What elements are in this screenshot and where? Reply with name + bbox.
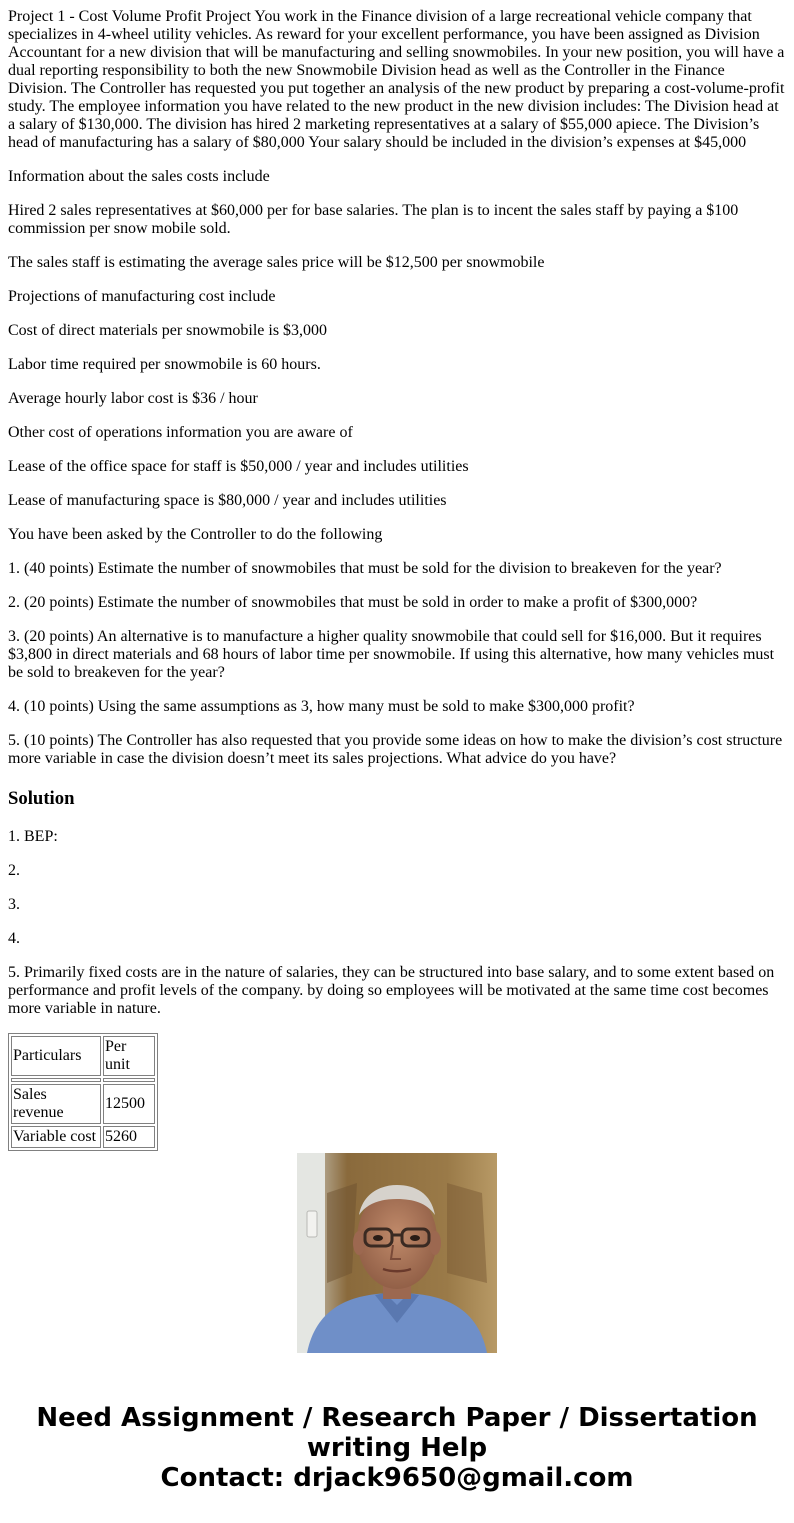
question-intro: Project 1 - Cost Volume Profit Project You work in the Finance division of a large recreational vehicle company that specializes in 4-wheel utility vehicles. As reward for your excellent performance, you have been assigned as Division Accountant for a new division that will be manufacturing and selling snowmobiles. In your new position, you will have a dual reporting responsibility to both the new Snowmobile Division head as well as the Controller in the Finance Division. The Controller has requested you put together an analysis of the new product by preparing a cost-volume-profit study. The employee information you have related to the new product in the new division includes: The Division head at a salary of $130,000. The division has hired 2 marketing representatives at a salary of $55,000 apiece. The Division’s head of manufacturing has a salary of $80,000 Your salary should be included in the division’s expenses at $45,000 (8, 8, 785, 151)
question-paragraph: Average hourly labor cost is $36 / hour (8, 390, 258, 407)
question-item-5: 5. (10 points) The Controller has also requested that you provide some ideas on how to make the division’s cost structure more variable in case the division doesn’t meet its sales projections. What advice do you have? (8, 732, 783, 767)
author-portrait-image (297, 1153, 497, 1353)
table-cell: Sales revenue (11, 1084, 101, 1124)
question-paragraph: You have been asked by the Controller to do the following (8, 526, 383, 543)
question-paragraph: Cost of direct materials per snowmobile is $3,000 (8, 322, 328, 339)
table-cell: 5260 (103, 1126, 155, 1148)
banner-line-1: Need Assignment / Research Paper / Dissertation (36, 1403, 758, 1433)
question-paragraph: The sales staff is estimating the average sales price will be $12,500 per snowmobile (8, 254, 545, 271)
table-cell: 12500 (103, 1084, 155, 1124)
solution-table (8, 1033, 158, 1151)
question-paragraph: Labor time required per snowmobile is 60 hours. (8, 356, 321, 373)
author-avatar (297, 1153, 497, 1353)
question-paragraph: Lease of manufacturing space is $80,000 / year and includes utilities (8, 492, 447, 509)
banner-contact-line: Contact: drjack9650@gmail.com (160, 1463, 634, 1493)
table-empty-cell (103, 1078, 155, 1082)
answer-5: 5. Primarily fixed costs are in the nature of salaries, they can be structured into base salary, and to some extent based on performance and profit levels of the company. by doing so employees will be motivated at the same time cost becomes more variable in nature. (8, 964, 775, 1017)
table-row (11, 1084, 155, 1124)
table-header-cell: Particulars (11, 1036, 101, 1076)
table-spacer-row (11, 1078, 155, 1082)
document-content (8, 8, 786, 1145)
question-item-4: 4. (10 points) Using the same assumptions as 3, how many must be sold to make $300,000 profit? (8, 698, 635, 715)
answer-4: 4. (8, 930, 20, 947)
table-cell: Variable cost (11, 1126, 101, 1148)
answer-3: 3. (8, 896, 20, 913)
question-paragraph: Other cost of operations information you are aware of (8, 424, 353, 441)
question-paragraph: Hired 2 sales representatives at $60,000 per for base salaries. The plan is to incent the sales staff by paying a $100 commission per snow mobile sold. (8, 202, 739, 237)
question-item-1: 1. (40 points) Estimate the number of snowmobiles that must be sold for the division to breakeven for the year? (8, 560, 722, 577)
table-header-cell: Per unit (103, 1036, 155, 1076)
table-empty-cell (11, 1078, 101, 1082)
question-item-2: 2. (20 points) Estimate the number of snowmobiles that must be sold in order to make a profit of $300,000? (8, 594, 698, 611)
answer-1: 1. BEP: (8, 828, 58, 845)
question-paragraph: Lease of the office space for staff is $50,000 / year and includes utilities (8, 458, 469, 475)
question-item-3: 3. (20 points) An alternative is to manufacture a higher quality snowmobile that could sell for $16,000. But it requires $3,800 in direct materials and 68 hours of labor time per snowmobile. If using this alternative, how many vehicles must be sold to breakeven for the year? (8, 628, 775, 681)
table-row (11, 1126, 155, 1148)
table-header-row (11, 1036, 155, 1076)
contact-banner (0, 1403, 794, 1493)
answer-2: 2. (8, 862, 20, 879)
question-paragraph: Information about the sales costs include (8, 168, 270, 185)
question-paragraph: Projections of manufacturing cost include (8, 288, 276, 305)
banner-line-2: writing Help (306, 1433, 488, 1463)
solution-heading: Solution (8, 788, 75, 809)
